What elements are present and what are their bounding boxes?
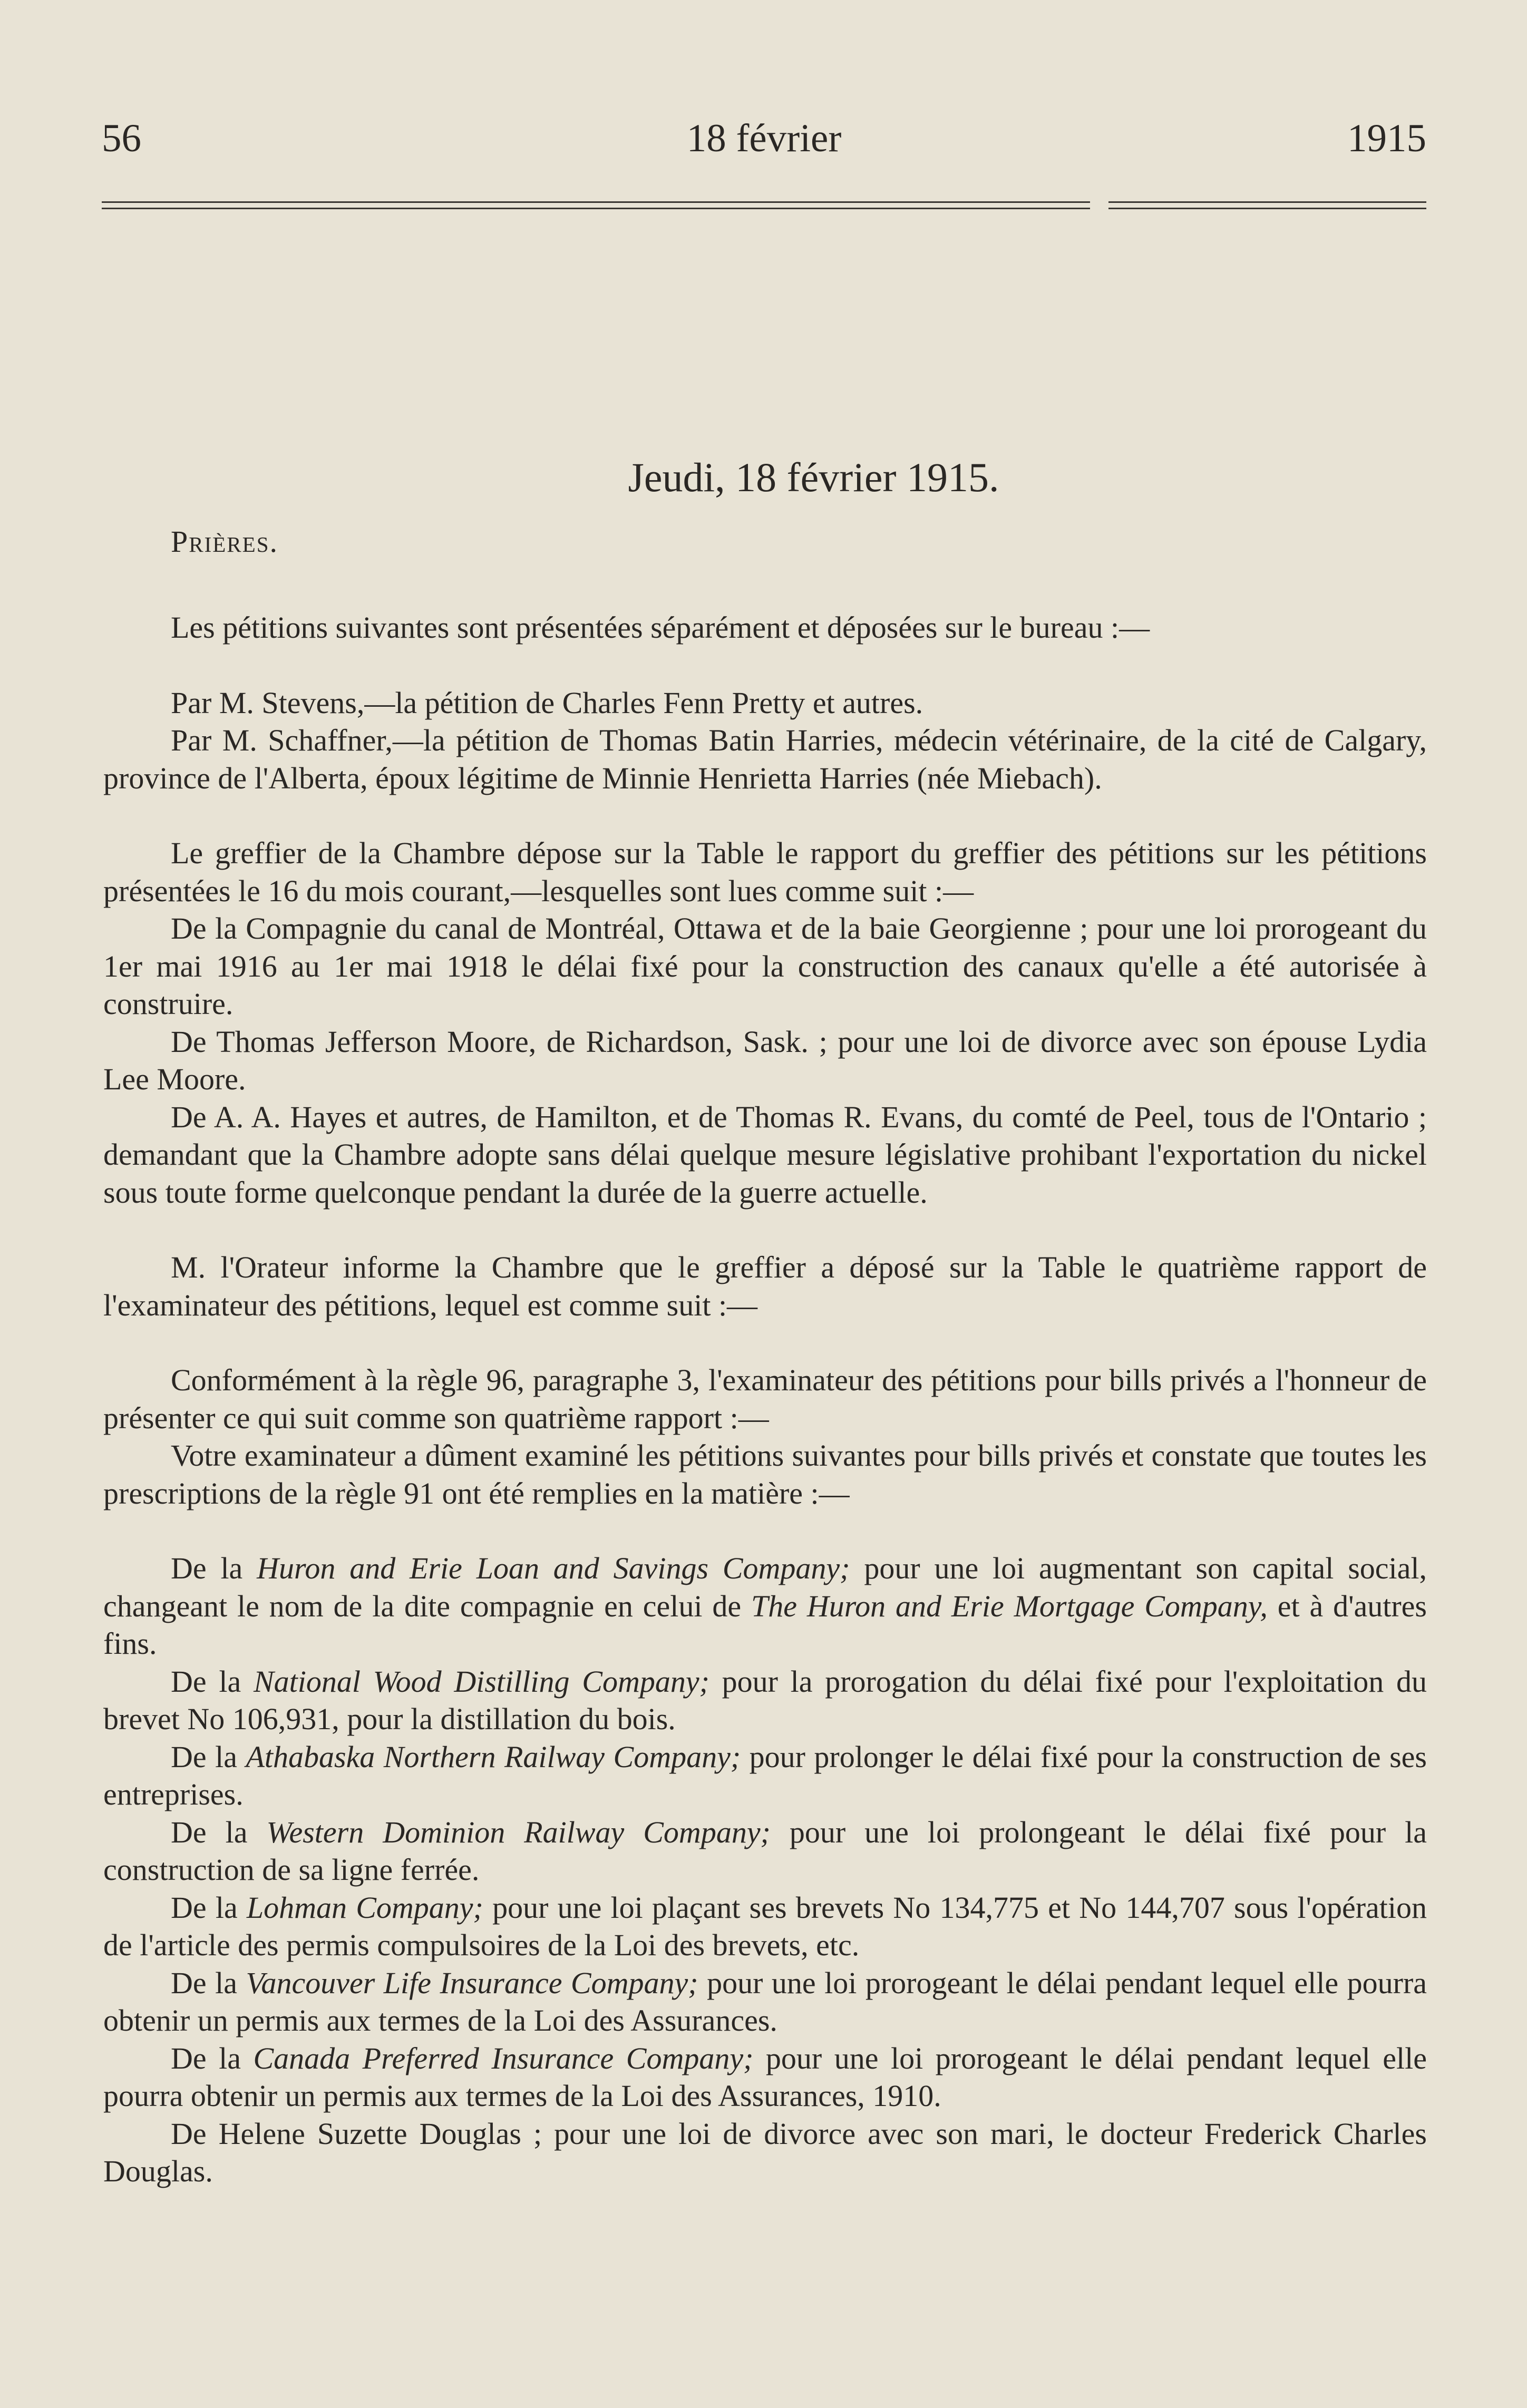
text: pour prolonger le délai fixé pour la construction de ses entreprises. [103, 1739, 1427, 1811]
company-name: The Huron and Erie Mortgage Company, [751, 1588, 1268, 1623]
paragraph: De A. A. Hayes et autres, de Hamilton, et de Thomas R. Evans, du comté de Peel, tous de l'Ontario ; demandant que la Chambre adopte sans délai quelque mesure législative prohibant l'exportation du nickel sous toute forme quelconque pendant la durée de la guerre actuelle. [103, 1099, 1427, 1210]
running-year: 1915 [1347, 116, 1426, 160]
header-rule-right [1108, 201, 1426, 209]
paragraph [103, 1549, 1427, 1663]
text: De la [171, 1739, 246, 1774]
text: pour une loi prorogeant le délai pendant lequel elle pourra obtenir un permis aux termes de la Loi des Assurances, 1910. [103, 2041, 1427, 2113]
paragraph: De Thomas Jefferson Moore, de Richardson, Sask. ; pour une loi de divorce avec son épouse Lydia Lee Moore. [103, 1024, 1427, 1096]
paragraph [103, 1964, 1427, 2040]
text: pour une loi plaçant ses brevets No 134,775 et No 144,707 sous l'opération de l'article des permis compulsoires de la Loi des brevets, etc. [103, 1890, 1427, 1962]
paragraph: Par M. Stevens,—la pétition de Charles Fenn Pretty et autres. [171, 685, 923, 720]
text: De la [171, 1965, 246, 2000]
text: pour la prorogation du délai fixé pour l'exploitation du brevet No 106,931, pour la distillation du bois. [103, 1664, 1427, 1736]
company-name: Lohman Company; [246, 1890, 483, 1925]
text: De la [171, 2041, 254, 2075]
text: pour une loi prolongeant le délai fixé pour la construction de sa ligne ferrée. [103, 1815, 1427, 1887]
body-text [103, 609, 1427, 2190]
paragraph: Le greffier de la Chambre dépose sur la Table le rapport du greffier des pétitions sur les pétitions présentées le 16 du mois courant,—lesquelles sont lues comme suit :— [103, 836, 1427, 908]
running-head [102, 115, 1426, 162]
company-name: Huron and Erie Loan and Savings Company; [257, 1551, 850, 1585]
prayers-label: Prières. [171, 524, 278, 559]
text: et à d'autres fins. [103, 1588, 1427, 1661]
paragraph [103, 2040, 1427, 2115]
text: De la [171, 1551, 257, 1585]
paragraph [103, 1663, 1427, 1738]
running-date: 18 février [686, 116, 842, 160]
company-name: Athabaska Northern Railway Company; [246, 1739, 741, 1774]
text: De la [171, 1890, 247, 1925]
paragraph [103, 1814, 1427, 1889]
text: De la [171, 1664, 254, 1699]
paragraph: De Helene Suzette Douglas ; pour une loi de divorce avec son mari, le docteur Frederick Charles Douglas. [103, 2116, 1427, 2188]
paragraph [103, 1889, 1427, 1964]
company-name: Western Dominion Railway Company; [266, 1815, 771, 1849]
paragraph: M. l'Orateur informe la Chambre que le greffier a déposé sur la Table le quatrième rapport de l'examinateur des pétitions, lequel est comme suit :— [103, 1250, 1427, 1322]
text: De la [171, 1815, 267, 1849]
paragraph: Votre examinateur a dûment examiné les pétitions suivantes pour bills privés et constate que toutes les prescriptions de la règle 91 ont été remplies en la matière :— [103, 1438, 1427, 1510]
paragraph [103, 1738, 1427, 1814]
company-name: Vancouver Life Insurance Company; [246, 1965, 698, 2000]
sitting-heading: Jeudi, 18 février 1915. [628, 454, 999, 500]
text: pour une loi prorogeant le délai pendant lequel elle pourra obtenir un permis aux termes de la Loi des Assurances. [103, 1965, 1427, 2037]
paragraph: Les pétitions suivantes sont présentées séparément et déposées sur le bureau :— [171, 610, 1150, 645]
page-number: 56 [102, 116, 141, 160]
company-name: Canada Preferred Insurance Company; [253, 2041, 754, 2075]
paragraph: De la Compagnie du canal de Montréal, Ottawa et de la baie Georgienne ; pour une loi prorogeant du 1er mai 1916 au 1er mai 1918 le délai fixé pour la construction des canaux qu'elle a été autorisée à construire. [103, 911, 1427, 1021]
text: pour une loi augmentant son capital social, changeant le nom de la dite compagnie en celui de [103, 1551, 1427, 1623]
paragraph: Conformément à la règle 96, paragraphe 3, l'examinateur des pétitions pour bills privés a l'honneur de présenter ce qui suit comme son quatrième rapport :— [103, 1363, 1427, 1435]
paragraph: Par M. Schaffner,—la pétition de Thomas Batin Harries, médecin vétérinaire, de la cité de Calgary, province de l'Alberta, époux légitime de Minnie Henrietta Harries (née Miebach). [103, 723, 1427, 795]
header-rule-left [102, 201, 1090, 209]
company-name: National Wood Distilling Company; [253, 1664, 709, 1699]
